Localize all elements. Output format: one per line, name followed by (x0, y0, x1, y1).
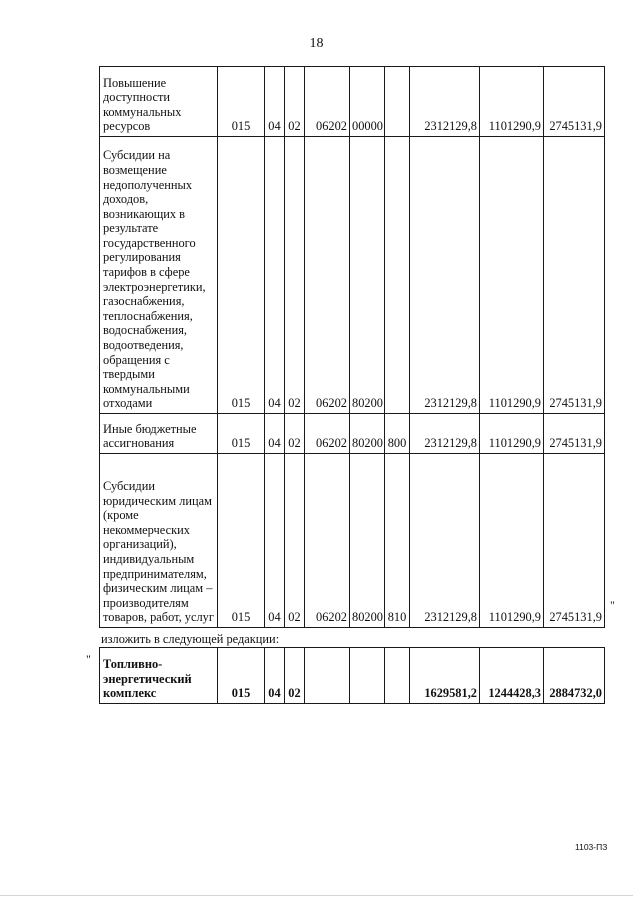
row-sum-3: 2745131,9 (544, 454, 605, 628)
row-sum-3: 2884732,0 (544, 648, 605, 704)
row-expense-type (385, 648, 410, 704)
row-sum-1: 2312129,8 (410, 414, 480, 454)
row-subsection: 02 (285, 648, 305, 704)
scan-edge-line (0, 895, 633, 896)
row-section: 04 (265, 137, 285, 414)
row-expense-type: 810 (385, 454, 410, 628)
budget-table-revised (99, 647, 605, 704)
amendment-instruction: изложить в следующей редакции: (101, 632, 280, 646)
row-subsection: 02 (285, 414, 305, 454)
row-section: 04 (265, 414, 285, 454)
row-expense-type (385, 67, 410, 137)
row-code: 015 (218, 414, 265, 454)
row-name: Повышение доступности коммунальных ресурсов (100, 67, 218, 137)
row-expense-type (385, 137, 410, 414)
document-code: 1103-ПЗ (575, 842, 608, 852)
row-sum-1: 2312129,8 (410, 454, 480, 628)
row-sum-2: 1101290,9 (480, 454, 544, 628)
row-code: 015 (218, 67, 265, 137)
table-row (100, 414, 605, 454)
table-row (100, 137, 605, 414)
row-sum-3: 2745131,9 (544, 137, 605, 414)
budget-table-current (99, 66, 605, 628)
row-subsection: 02 (285, 137, 305, 414)
row-sum-1: 2312129,8 (410, 137, 480, 414)
table-row (100, 648, 605, 704)
row-sum-2: 1101290,9 (480, 67, 544, 137)
row-expense-type: 800 (385, 414, 410, 454)
row-section: 04 (265, 648, 285, 704)
row-sum-3: 2745131,9 (544, 67, 605, 137)
row-section: 04 (265, 454, 285, 628)
row-target-program: 06202 (305, 137, 350, 414)
row-subsection: 02 (285, 454, 305, 628)
table-row (100, 67, 605, 137)
row-target-item: 80200 (350, 137, 385, 414)
row-target-item: 80200 (350, 414, 385, 454)
row-target-item (350, 648, 385, 704)
row-sum-1: 1629581,2 (410, 648, 480, 704)
row-target-program: 06202 (305, 67, 350, 137)
row-code: 015 (218, 648, 265, 704)
row-sum-2: 1101290,9 (480, 414, 544, 454)
row-target-program (305, 648, 350, 704)
row-name: Иные бюджетные ассигнования (100, 414, 218, 454)
row-name: Субсидии юридическим лицам (кроме некоммерческих организаций), индивидуальным предпринимателям, физическим лицам – производителям товаров, работ, услуг (100, 454, 218, 628)
closing-quote-mark: " (610, 598, 615, 612)
row-sum-2: 1101290,9 (480, 137, 544, 414)
row-sum-1: 2312129,8 (410, 67, 480, 137)
row-code: 015 (218, 137, 265, 414)
row-target-item: 00000 (350, 67, 385, 137)
row-name: Топливно-энергетический комплекс (100, 648, 218, 704)
row-subsection: 02 (285, 67, 305, 137)
row-section: 04 (265, 67, 285, 137)
row-name: Субсидии на возмещение недополученных доходов, возникающих в результате государственного регулирования тарифов в сфере электроэнергетики, газоснабжения, теплоснабжения, водоснабжения, водоотведения, обращения с твердыми коммунальными отходами (100, 137, 218, 414)
row-target-item: 80200 (350, 454, 385, 628)
table-row (100, 454, 605, 628)
row-sum-3: 2745131,9 (544, 414, 605, 454)
opening-quote-mark: " (86, 652, 91, 666)
page-number: 18 (309, 36, 324, 51)
row-target-program: 06202 (305, 414, 350, 454)
row-code: 015 (218, 454, 265, 628)
row-sum-2: 1244428,3 (480, 648, 544, 704)
row-target-program: 06202 (305, 454, 350, 628)
